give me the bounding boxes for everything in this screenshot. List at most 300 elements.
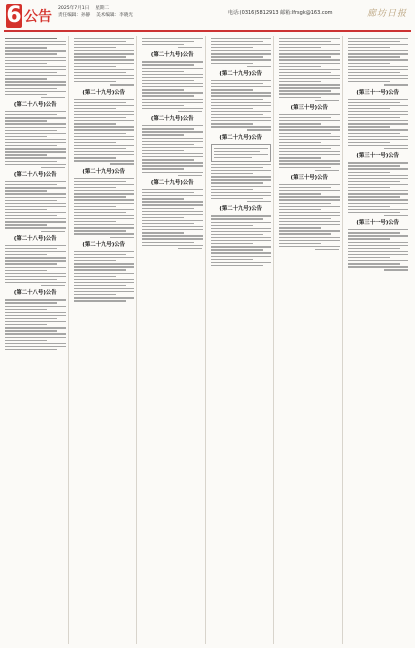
text-line	[279, 209, 321, 210]
text-line	[74, 99, 135, 100]
text-line	[279, 114, 340, 115]
text-line	[211, 95, 272, 96]
text-line	[348, 111, 409, 112]
text-line	[142, 131, 203, 132]
text-line	[5, 117, 66, 118]
text-line	[5, 60, 66, 61]
text-line	[74, 206, 116, 207]
text-line	[279, 84, 340, 85]
notice-columns	[5, 36, 410, 644]
text-line	[214, 154, 269, 155]
text-line	[211, 41, 263, 42]
notice-block	[5, 172, 66, 232]
text-line	[279, 126, 340, 127]
column-1	[5, 36, 69, 644]
text-line	[214, 151, 261, 152]
text-line	[211, 256, 272, 257]
text-line	[5, 302, 57, 303]
text-line	[5, 318, 57, 319]
text-line	[214, 157, 252, 158]
text-line	[142, 125, 203, 126]
text-line	[279, 212, 340, 213]
page-number: 6	[6, 3, 22, 28]
text-line	[5, 50, 66, 51]
text-line	[348, 81, 390, 82]
text-line	[211, 99, 263, 100]
text-line	[142, 41, 194, 42]
text-line	[5, 215, 57, 216]
text-line	[384, 269, 408, 270]
text-line	[348, 199, 409, 200]
text-line	[211, 80, 272, 81]
text-line	[348, 165, 400, 166]
text-line	[5, 343, 66, 344]
text-line	[348, 212, 400, 213]
text-line	[279, 133, 331, 134]
text-line	[211, 117, 272, 118]
notice-title: (第二十九号)公告	[150, 52, 194, 59]
text-line	[279, 66, 321, 67]
text-line	[279, 240, 340, 241]
text-line	[315, 170, 339, 171]
text-line	[5, 306, 66, 307]
text-line	[74, 300, 126, 301]
text-line	[74, 111, 135, 112]
text-line	[74, 148, 126, 149]
text-line	[74, 53, 135, 54]
text-line	[315, 100, 339, 101]
text-line	[74, 263, 135, 264]
text-line	[74, 257, 135, 258]
text-line	[5, 72, 57, 73]
text-line	[279, 50, 340, 51]
text-line	[74, 41, 126, 42]
text-line	[74, 139, 135, 140]
text-line	[5, 273, 66, 274]
text-line	[5, 139, 66, 140]
text-line	[279, 38, 340, 39]
text-line	[5, 276, 66, 277]
text-line	[211, 186, 272, 187]
text-line	[74, 123, 116, 124]
text-line	[5, 333, 66, 334]
text-line	[74, 105, 135, 106]
text-line	[348, 78, 409, 79]
text-line	[5, 212, 66, 213]
text-line	[74, 75, 135, 76]
text-line	[74, 199, 135, 200]
text-line	[41, 167, 65, 168]
text-line	[5, 94, 47, 95]
notice-block	[348, 153, 409, 216]
text-line	[211, 167, 263, 168]
text-line	[74, 126, 135, 127]
text-line	[279, 69, 340, 70]
text-line	[5, 157, 66, 158]
notice-block	[5, 290, 66, 350]
notice-block	[74, 90, 135, 165]
text-line	[279, 47, 321, 48]
text-line	[211, 108, 253, 109]
text-line	[74, 142, 116, 143]
text-line	[211, 234, 263, 235]
text-line	[74, 151, 135, 152]
text-line	[279, 199, 340, 200]
text-line	[348, 172, 390, 173]
text-line	[279, 190, 340, 191]
text-line	[5, 38, 57, 40]
text-line	[279, 148, 331, 149]
text-line	[5, 81, 66, 82]
text-line	[348, 242, 409, 243]
text-line	[279, 184, 340, 185]
notice-block	[279, 105, 340, 171]
text-line	[211, 215, 272, 216]
text-line	[142, 245, 203, 246]
text-line	[211, 126, 272, 127]
text-line	[279, 196, 340, 197]
text-line	[74, 108, 116, 109]
text-line	[348, 181, 400, 182]
text-line	[5, 315, 66, 316]
text-line	[279, 90, 331, 91]
text-line	[142, 159, 194, 160]
text-line	[74, 72, 126, 73]
text-line	[5, 330, 57, 331]
text-line	[5, 309, 47, 310]
text-line	[211, 44, 272, 45]
text-line	[74, 187, 116, 188]
notice-title: (第三十一号)公告	[356, 89, 400, 96]
text-line	[142, 238, 203, 239]
text-line	[5, 251, 66, 252]
text-line	[178, 111, 202, 112]
text-line	[279, 136, 340, 137]
text-line	[348, 178, 409, 179]
text-line	[74, 294, 116, 295]
text-line	[74, 215, 135, 216]
text-line	[211, 218, 263, 219]
notice-title: (第二十八号)公告	[13, 290, 57, 297]
text-line	[279, 218, 331, 219]
text-line	[74, 184, 135, 185]
text-line	[211, 243, 253, 244]
text-line	[247, 129, 271, 130]
text-line	[348, 105, 409, 106]
text-line	[5, 154, 47, 155]
text-line	[279, 117, 331, 118]
text-line	[142, 198, 184, 199]
text-line	[74, 63, 135, 64]
text-line	[211, 89, 253, 90]
text-line	[142, 226, 203, 227]
text-line	[74, 269, 126, 270]
text-line	[211, 173, 253, 174]
notice-title: (第三十一号)公告	[356, 153, 400, 160]
text-line	[348, 232, 400, 233]
text-line	[74, 56, 126, 57]
text-line	[142, 105, 184, 106]
text-line	[5, 270, 47, 271]
text-line	[142, 61, 203, 62]
text-line	[348, 248, 400, 249]
text-line	[279, 157, 321, 158]
text-line	[211, 86, 272, 87]
text-line	[74, 273, 135, 274]
text-line	[74, 218, 135, 219]
text-line	[279, 53, 340, 54]
column-3	[142, 36, 206, 644]
text-line	[211, 195, 272, 196]
text-line	[279, 145, 340, 146]
text-line	[178, 248, 202, 249]
notice-block	[142, 180, 203, 249]
text-line	[348, 206, 390, 207]
text-line	[142, 95, 194, 96]
text-line	[142, 68, 203, 69]
text-line	[279, 163, 340, 164]
text-line	[74, 120, 135, 121]
text-line	[348, 56, 400, 57]
text-line	[211, 192, 272, 193]
text-line	[142, 235, 203, 236]
column-4	[211, 36, 275, 644]
text-line	[279, 139, 340, 140]
text-line	[74, 47, 116, 48]
text-line	[348, 41, 400, 42]
text-line	[74, 193, 135, 194]
text-line	[41, 97, 65, 98]
text-line	[5, 130, 57, 131]
text-line	[348, 123, 409, 124]
text-line	[5, 340, 47, 341]
text-line	[211, 231, 272, 232]
text-line	[142, 83, 203, 84]
notice-block	[348, 38, 409, 86]
text-line	[142, 242, 194, 243]
text-line	[211, 225, 253, 226]
text-line	[279, 93, 340, 94]
text-line	[5, 346, 66, 347]
text-line	[279, 63, 340, 64]
text-line	[110, 237, 134, 238]
text-line	[142, 156, 203, 157]
text-line	[41, 231, 65, 232]
text-line	[142, 102, 203, 103]
text-line	[211, 47, 253, 48]
text-line	[348, 251, 409, 252]
text-line	[279, 224, 340, 225]
text-line	[178, 47, 202, 48]
text-line	[211, 102, 272, 103]
text-line	[211, 38, 272, 39]
text-line	[74, 230, 126, 231]
text-line	[279, 167, 331, 168]
text-line	[348, 102, 400, 103]
text-line	[211, 63, 253, 64]
text-line	[279, 237, 340, 238]
text-line	[211, 262, 272, 263]
notice-block	[74, 38, 135, 86]
issue-weekday: 星期二	[95, 6, 110, 11]
notice-block	[74, 169, 135, 238]
text-line	[74, 227, 135, 228]
text-line	[211, 179, 272, 180]
text-line	[5, 145, 57, 146]
text-line	[74, 133, 126, 134]
notice-title: (第二十八号)公告	[13, 102, 57, 109]
text-line	[348, 196, 400, 197]
text-line	[348, 266, 409, 267]
text-line	[142, 74, 203, 75]
text-line	[74, 279, 135, 280]
text-line	[279, 81, 321, 82]
text-line	[211, 114, 263, 115]
text-line	[348, 53, 409, 54]
text-line	[110, 163, 134, 164]
notice-block	[211, 71, 272, 131]
text-line	[211, 189, 253, 190]
text-line	[74, 260, 116, 261]
text-line	[142, 64, 194, 65]
text-line	[384, 215, 408, 216]
editor: 责任编辑：孙静	[58, 13, 91, 18]
notice-block	[211, 135, 272, 203]
notice-title: (第二十八号)公告	[13, 172, 57, 179]
text-line	[279, 151, 340, 152]
text-line	[211, 123, 253, 124]
text-line	[211, 265, 263, 266]
text-line	[279, 142, 321, 143]
text-line	[142, 128, 194, 129]
text-line	[74, 129, 135, 130]
notice-block	[5, 236, 66, 287]
notice-title: (第二十九号)公告	[150, 116, 194, 123]
text-line	[142, 192, 194, 193]
text-line	[5, 120, 47, 121]
text-line	[74, 154, 135, 155]
text-line	[5, 57, 66, 58]
text-line	[5, 245, 66, 246]
text-line	[5, 299, 66, 300]
text-line	[74, 291, 135, 292]
text-line	[5, 41, 66, 42]
text-line	[348, 129, 409, 130]
text-line	[279, 59, 340, 60]
text-line	[5, 187, 66, 188]
text-line	[5, 263, 57, 264]
text-line	[5, 151, 66, 152]
text-line	[279, 227, 321, 228]
text-line	[348, 50, 409, 51]
text-line	[5, 127, 66, 128]
text-line	[74, 50, 135, 51]
text-line	[348, 120, 409, 121]
text-line	[5, 91, 66, 92]
notice-title: (第三十号)公告	[290, 104, 328, 111]
text-line	[142, 195, 203, 196]
text-line	[5, 78, 47, 79]
text-line	[5, 114, 57, 115]
text-line	[5, 254, 47, 255]
text-line	[5, 209, 47, 210]
text-line	[211, 53, 272, 54]
column-6	[348, 36, 411, 644]
text-line	[142, 77, 203, 78]
text-line	[142, 108, 203, 109]
text-line	[74, 157, 116, 158]
text-line	[74, 178, 135, 179]
text-line	[142, 201, 203, 202]
notice-block	[211, 206, 272, 266]
text-line	[5, 133, 66, 134]
text-line	[211, 228, 272, 229]
text-line	[211, 164, 272, 165]
text-line	[5, 84, 66, 85]
notice-block	[142, 38, 203, 49]
text-line	[279, 44, 340, 45]
text-line	[74, 69, 135, 70]
text-line	[74, 196, 126, 197]
text-line	[348, 235, 409, 236]
text-line	[247, 201, 271, 202]
text-line	[74, 59, 135, 60]
text-line	[5, 224, 47, 225]
text-line	[279, 123, 321, 124]
text-line	[247, 66, 271, 67]
text-line	[5, 221, 66, 222]
text-line	[142, 223, 194, 224]
text-line	[5, 181, 66, 182]
text-line	[74, 190, 135, 191]
text-line	[348, 139, 409, 140]
text-line	[211, 105, 272, 106]
text-line	[211, 111, 272, 112]
text-line	[142, 150, 184, 151]
notice-table	[211, 144, 272, 162]
text-line	[142, 162, 203, 163]
newspaper-masthead: 廊坊日报	[366, 9, 407, 19]
text-line	[74, 81, 116, 82]
text-line	[142, 217, 184, 218]
text-line	[142, 211, 203, 212]
notice-title: (第二十九号)公告	[82, 168, 126, 175]
issue-meta	[58, 5, 139, 19]
text-line	[5, 321, 66, 322]
text-line	[348, 203, 409, 204]
text-line	[211, 120, 272, 121]
art-editor: 美术编辑：李晓光	[96, 13, 133, 18]
text-line	[74, 114, 135, 115]
text-line	[211, 237, 272, 238]
text-line	[348, 209, 409, 210]
text-line	[348, 193, 409, 194]
notice-block	[74, 242, 135, 302]
text-line	[74, 66, 116, 67]
text-line	[74, 117, 126, 118]
text-line	[74, 136, 135, 137]
text-line	[74, 224, 135, 225]
text-line	[5, 190, 47, 191]
text-line	[142, 153, 203, 154]
text-line	[348, 72, 400, 73]
text-line	[5, 203, 66, 204]
text-line	[142, 232, 184, 233]
notice-title: (第二十九号)公告	[82, 89, 126, 96]
text-line	[348, 162, 409, 163]
text-line	[142, 165, 203, 166]
notice-block	[211, 38, 272, 67]
